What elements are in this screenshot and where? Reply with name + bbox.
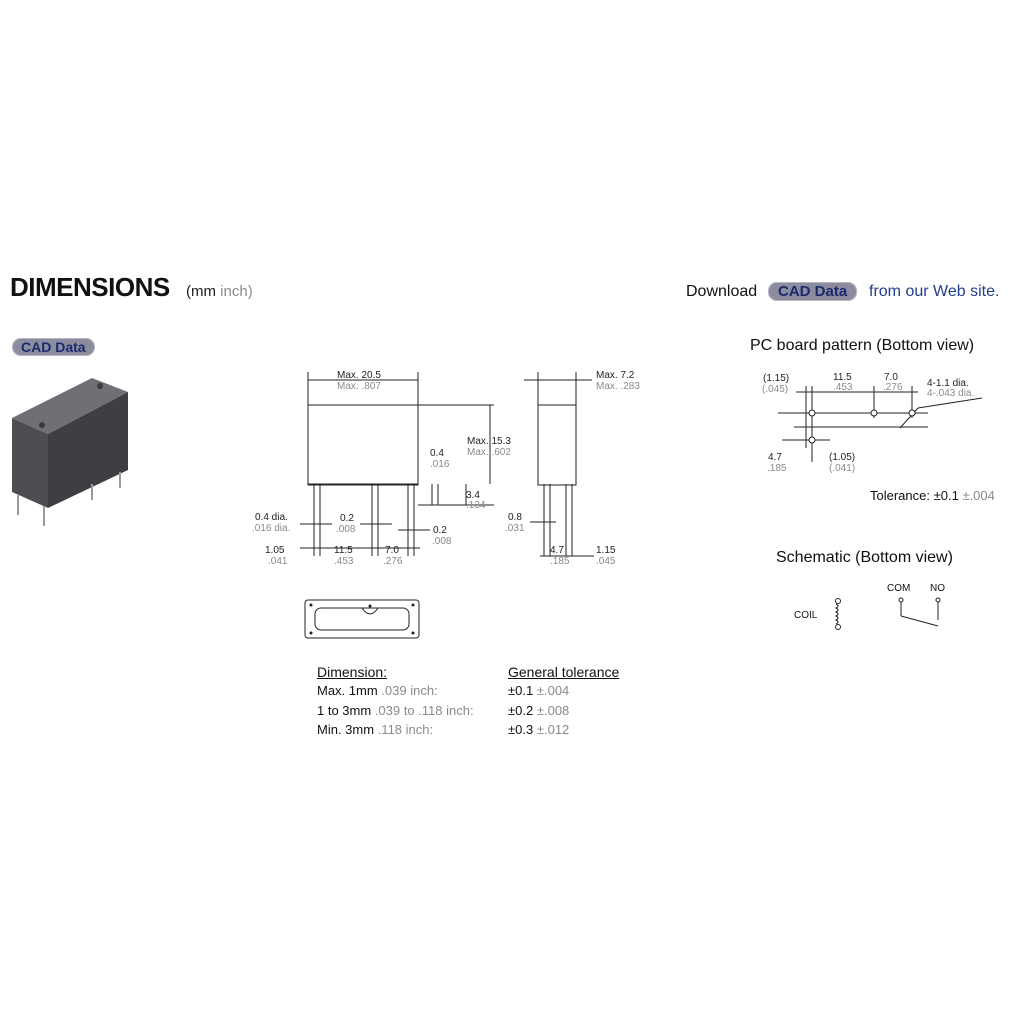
table-row [317,703,474,718]
front-pin-length-mm: 3.4 [466,490,480,501]
side-depth-in: Max. .283 [596,381,640,392]
row-tol-mm: ±0.3 [508,722,534,737]
row-dim-in: .039 inch: [381,683,438,698]
schematic-coil-label: COIL [794,610,818,621]
row-tol-mm: ±0.1 [508,683,534,698]
pcb-edge-bottom-mm: (1.05) [829,452,856,463]
side-edge-in: .045 [596,556,616,567]
table-row [508,683,569,698]
side-pin-in: .031 [505,523,525,534]
front-pin-length-in: .134 [466,500,486,511]
row-dim-mm: Min. 3mm [317,722,375,737]
pcb-tolerance-mm: Tolerance: ±0.1 [870,488,959,503]
unit-mm: (mm [186,283,216,300]
front-pitch1-in: .453 [334,556,354,567]
side-gap-in: .185 [550,556,570,567]
front-pin-dim-in: .016 [430,459,450,470]
front-height-in: Max. .602 [467,447,511,458]
side-edge-mm: 1.15 [596,545,616,556]
front-tol-a-in: .008 [336,524,356,535]
pcb-gap-mm: 4.7 [768,452,782,463]
row-tol-in: ±.004 [536,683,570,698]
table-row [317,683,438,698]
row-dim-in: .118 inch: [377,722,434,737]
cad-data-badge[interactable]: CAD Data [12,338,95,356]
schematic-no-label: NO [930,583,945,594]
pcb-pitch2-mm: 7.0 [884,372,898,383]
row-tol-in: ±.008 [536,703,570,718]
pcb-pitch2-in: .276 [883,382,903,393]
front-height-mm: Max. 15.3 [467,436,511,447]
front-edge-mm: 1.05 [265,545,285,556]
schematic-title: Schematic (Bottom view) [776,549,953,566]
front-pin-dia-mm: 0.4 dia. [255,512,288,523]
row-tol-in: ±.012 [536,722,570,737]
row-tol-mm: ±0.2 [508,703,534,718]
pcb-edge-bottom-in: (.041) [829,463,856,474]
front-pin-dim-mm: 0.4 [430,448,444,459]
table-row [317,722,433,737]
side-pin-mm: 0.8 [508,512,522,523]
pcb-title: PC board pattern (Bottom view) [750,337,975,354]
front-width-mm: Max. 20.5 [337,370,381,381]
schematic-com-label: COM [887,583,911,594]
front-tol-b-in: .008 [432,536,452,547]
table-row [508,722,569,737]
front-pitch2-in: .276 [383,556,403,567]
pcb-holes-mm: 4-1.1 dia. [927,378,969,389]
pcb-tolerance-in: ±.004 [962,488,995,503]
front-pin-dia-in: .016 dia. [252,523,291,534]
front-pitch1-mm: 11.5 [334,545,353,556]
pcb-holes-in: 4-.043 dia. [927,388,975,399]
side-depth-mm: Max. 7.2 [596,370,635,381]
download-prefix: Download [686,283,758,300]
row-dim-in: .039 to .118 inch: [374,703,474,718]
page-title: DIMENSIONS [10,272,170,302]
front-width-in: Max. .807 [337,381,381,392]
pcb-pitch1-in: .453 [833,382,853,393]
cad-data-download-button[interactable]: CAD Data [768,282,857,301]
row-dim-mm: Max. 1mm [317,683,378,698]
front-tol-a-mm: 0.2 [340,513,354,524]
front-tol-b-mm: 0.2 [433,525,447,536]
download-web-link[interactable]: from our Web site. [869,283,1000,300]
pcb-gap-in: .185 [767,463,787,474]
unit-inch: inch) [220,283,253,300]
pcb-edge-top-mm: (1.15) [763,373,790,384]
side-gap-mm: 4.7 [550,545,564,556]
tolerance-table-tolerance-header: General tolerance [508,664,620,680]
table-row [508,703,569,718]
row-dim-mm: 1 to 3mm [317,703,372,718]
pcb-edge-top-in: (.045) [762,384,789,395]
front-pitch2-mm: 7.0 [385,545,399,556]
tolerance-table-dimension-header: Dimension: [317,664,388,680]
pcb-pitch1-mm: 11.5 [833,372,852,383]
front-edge-in: .041 [268,556,288,567]
